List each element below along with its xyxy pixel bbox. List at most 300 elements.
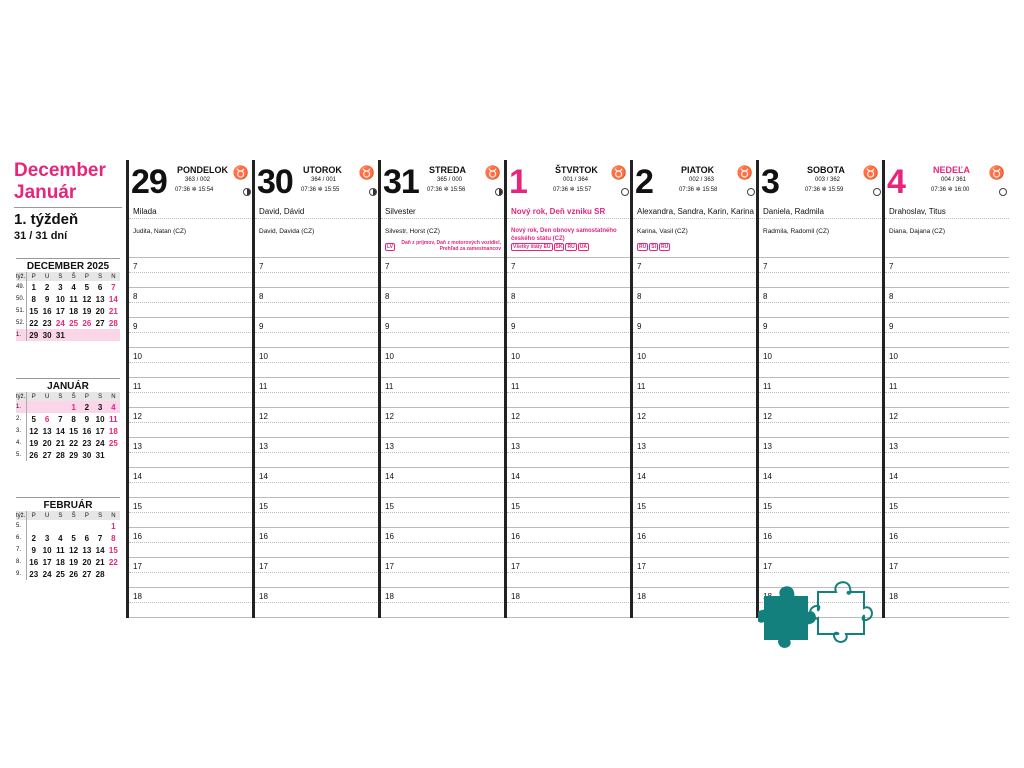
hour-slot[interactable]: [633, 527, 757, 557]
hour-label: 16: [259, 532, 268, 541]
hour-slot[interactable]: [129, 467, 253, 497]
dotted-line: [507, 452, 631, 453]
weekday-label: P: [27, 392, 41, 401]
zodiac-icon: ♉: [736, 165, 753, 180]
hour-slot[interactable]: [633, 467, 757, 497]
calendar-day: 2: [31, 533, 36, 543]
calendar-day: 2: [44, 282, 50, 292]
hour-label: 18: [259, 592, 268, 601]
hour-slot[interactable]: [255, 287, 379, 317]
dotted-line: [507, 332, 631, 333]
dotted-line: [381, 392, 505, 393]
hour-slot[interactable]: [507, 557, 631, 587]
zodiac-icon: ♉: [862, 165, 879, 180]
day-name: UTOROK: [303, 165, 342, 175]
calendar-day: [54, 520, 67, 532]
calendar-day: 6: [84, 533, 90, 543]
dotted-line: [885, 392, 1009, 393]
hour-slot[interactable]: [633, 587, 757, 617]
dotted-line: [633, 392, 757, 393]
calendar-day: [67, 520, 80, 532]
calendar-day: 1: [111, 521, 116, 531]
hour-slot[interactable]: [759, 257, 883, 287]
country-badge: UA: [579, 244, 587, 250]
weekday-label: U: [40, 272, 53, 281]
hour-slot[interactable]: [633, 287, 757, 317]
dotted-line: [633, 572, 757, 573]
hour-slot[interactable]: [507, 287, 631, 317]
hour-slot[interactable]: [381, 587, 505, 617]
calendar-day: 7: [58, 414, 63, 424]
dotted-line: [381, 482, 505, 483]
hour-slot[interactable]: [255, 497, 379, 527]
weekday-label: týž.: [16, 273, 26, 280]
name-day: Daniela, Radmila: [763, 207, 824, 216]
mini-calendar: [16, 378, 120, 461]
hour-slot[interactable]: [507, 437, 631, 467]
hour-label: 15: [763, 502, 772, 511]
day-count: 365 / 000: [437, 177, 463, 183]
hour-label: 13: [259, 442, 268, 451]
days-grid: [126, 160, 1010, 618]
hour-slot[interactable]: [507, 317, 631, 347]
hour-slot[interactable]: [129, 287, 253, 317]
tax-note: Daň z príjmov, Daň z motorových vozidiel, Prehľad za zamestnancov: [401, 240, 501, 252]
weekday-label: Š: [67, 511, 80, 520]
dotted-line: [759, 422, 883, 423]
mini-calendar-title: DECEMBER 2025: [16, 258, 120, 272]
hour-slot[interactable]: [381, 347, 505, 377]
hour-label: 12: [511, 412, 520, 421]
hour-slot[interactable]: [885, 437, 1009, 467]
hour-slot[interactable]: [129, 257, 253, 287]
hour-slot[interactable]: [381, 497, 505, 527]
hour-slot[interactable]: [885, 317, 1009, 347]
calendar-day: 6: [97, 282, 103, 292]
hour-label: 10: [259, 352, 268, 361]
hour-label: 13: [889, 442, 898, 451]
calendar-day: 8: [111, 533, 116, 543]
hour-slot[interactable]: [255, 407, 379, 437]
weekday-label: P: [80, 272, 93, 281]
divider: [255, 617, 379, 618]
mini-calendar-title: JANUÁR: [16, 378, 120, 392]
weekday-label: N: [107, 511, 120, 520]
hour-label: 11: [637, 382, 646, 391]
hour-slot[interactable]: [885, 377, 1009, 407]
week-number: 2.: [16, 413, 27, 425]
hour-label: 15: [385, 502, 394, 511]
dotted-line: [885, 362, 1009, 363]
hour-slot[interactable]: [759, 347, 883, 377]
country-badge: RU: [567, 244, 575, 250]
days-count: 31 / 31 dní: [14, 230, 68, 242]
calendar-day: [80, 329, 93, 341]
day-number: 31: [383, 163, 419, 201]
hour-slot[interactable]: [633, 347, 757, 377]
sun-times: 07:36 ✲ 15:55: [301, 187, 340, 193]
hour-slot[interactable]: [759, 407, 883, 437]
hour-label: 13: [763, 442, 772, 451]
hour-label: 13: [133, 442, 142, 451]
calendar-day: 5: [31, 414, 36, 424]
hour-label: 8: [259, 292, 264, 301]
calendar-day: 10: [42, 545, 52, 555]
calendar-day: 31: [54, 329, 67, 341]
dotted-line: [759, 302, 883, 303]
calendar-day: 11: [56, 545, 65, 555]
hour-label: 8: [637, 292, 642, 301]
dotted-line: [255, 512, 379, 513]
hour-slot[interactable]: [129, 437, 253, 467]
hour-label: 16: [763, 532, 772, 541]
zodiac-icon: ♉: [610, 165, 627, 180]
calendar-day: 26: [82, 318, 92, 328]
hour-slot[interactable]: [759, 467, 883, 497]
day-header: [129, 160, 253, 200]
week-number: 7.: [16, 544, 27, 556]
hour-slot[interactable]: [129, 497, 253, 527]
day-header: [885, 160, 1009, 200]
calendar-day: 15: [69, 426, 79, 436]
weekday-label: N: [107, 392, 120, 401]
name-day-cz: David, Davida (CZ): [259, 228, 315, 235]
calendar-day: 24: [42, 569, 52, 579]
week-number: 50.: [16, 293, 27, 305]
hour-slot[interactable]: [759, 317, 883, 347]
calendar-day: 10: [55, 294, 65, 304]
day-number: 30: [257, 163, 293, 201]
hour-slot[interactable]: [255, 257, 379, 287]
dotted-line: [759, 362, 883, 363]
calendar-day: [40, 520, 53, 532]
hour-slot[interactable]: [129, 347, 253, 377]
calendar-day: 16: [42, 306, 52, 316]
hour-slot[interactable]: [633, 437, 757, 467]
divider: [129, 218, 253, 219]
dotted-line: [885, 572, 1009, 573]
calendar-day: 15: [108, 545, 118, 555]
hour-slot[interactable]: [381, 317, 505, 347]
hour-slot[interactable]: [885, 287, 1009, 317]
dotted-line: [633, 452, 757, 453]
hour-slot[interactable]: [255, 527, 379, 557]
hour-slot[interactable]: [759, 437, 883, 467]
dotted-line: [759, 272, 883, 273]
hour-slot[interactable]: [255, 437, 379, 467]
calendar-day: 13: [42, 426, 52, 436]
day-name: PIATOK: [681, 165, 715, 175]
hour-slot[interactable]: [507, 347, 631, 377]
week-number: 6.: [16, 532, 27, 544]
divider: [381, 218, 505, 219]
dotted-line: [759, 482, 883, 483]
hour-label: 16: [133, 532, 142, 541]
hour-slot[interactable]: [255, 467, 379, 497]
hour-slot[interactable]: [381, 467, 505, 497]
weekday-label: S: [54, 272, 67, 281]
hour-slot[interactable]: [381, 527, 505, 557]
hour-label: 12: [763, 412, 772, 421]
calendar-day: 19: [69, 557, 79, 567]
calendar-day: 14: [95, 545, 105, 555]
calendar-day: 24: [55, 318, 65, 328]
hour-slot[interactable]: [255, 557, 379, 587]
dotted-line: [507, 512, 631, 513]
hour-slot[interactable]: [507, 407, 631, 437]
zodiac-icon: ♉: [358, 165, 375, 180]
sun-times: 07:36 ✲ 15:59: [805, 187, 844, 193]
name-day: Drahoslav, Titus: [889, 207, 946, 216]
hour-slot[interactable]: [129, 317, 253, 347]
calendar-day: 13: [82, 545, 92, 555]
calendar-day: 3: [58, 282, 63, 292]
mini-calendar: [16, 497, 120, 580]
day-number: 29: [131, 163, 167, 201]
dotted-line: [885, 422, 1009, 423]
day-column: [630, 160, 757, 618]
dotted-line: [759, 572, 883, 573]
calendar-day: 27: [42, 450, 52, 460]
hour-slot[interactable]: [759, 527, 883, 557]
hour-slot[interactable]: [885, 467, 1009, 497]
hour-label: 11: [133, 382, 142, 391]
hour-slot[interactable]: [129, 407, 253, 437]
dotted-line: [129, 602, 253, 603]
sun-times: 07:36 ✲ 16:00: [931, 187, 970, 193]
hour-label: 13: [637, 442, 646, 451]
hour-label: 7: [763, 262, 768, 271]
hour-slot[interactable]: [759, 287, 883, 317]
hour-slot[interactable]: [381, 407, 505, 437]
dotted-line: [633, 332, 757, 333]
hour-label: 18: [133, 592, 142, 601]
hour-label: 10: [637, 352, 646, 361]
calendar-day: 28: [108, 318, 118, 328]
hour-label: 14: [133, 472, 142, 481]
hour-slot[interactable]: [885, 497, 1009, 527]
moon-phase-icon: [873, 188, 881, 196]
day-number: 2: [635, 163, 653, 201]
week-number: 5.: [16, 520, 27, 532]
hour-slot[interactable]: [885, 407, 1009, 437]
hour-label: 13: [511, 442, 520, 451]
hour-label: 14: [889, 472, 898, 481]
hour-label: 8: [385, 292, 390, 301]
hour-slot[interactable]: [507, 587, 631, 617]
day-number: 1: [509, 163, 527, 201]
dotted-line: [885, 602, 1009, 603]
hour-slot[interactable]: [255, 587, 379, 617]
weekday-label: S: [93, 272, 106, 281]
hour-slot[interactable]: [255, 347, 379, 377]
dotted-line: [381, 572, 505, 573]
divider: [885, 617, 1009, 618]
hour-slot[interactable]: [885, 557, 1009, 587]
hour-slot[interactable]: [633, 407, 757, 437]
hour-slot[interactable]: [129, 377, 253, 407]
hour-label: 14: [259, 472, 268, 481]
dotted-line: [885, 332, 1009, 333]
dotted-line: [633, 602, 757, 603]
dotted-line: [633, 302, 757, 303]
hour-slot[interactable]: [759, 497, 883, 527]
hour-slot[interactable]: [255, 317, 379, 347]
calendar-day: 16: [29, 557, 39, 567]
calendar-day: 25: [69, 318, 79, 328]
hour-label: 15: [259, 502, 268, 511]
hour-label: 15: [637, 502, 646, 511]
week-number: 4.: [16, 437, 27, 449]
hour-slot[interactable]: [633, 257, 757, 287]
moon-phase-icon: [747, 188, 755, 196]
divider: [507, 218, 631, 219]
hour-slot[interactable]: [129, 587, 253, 617]
hour-slot[interactable]: [507, 497, 631, 527]
week-number: 52.: [16, 317, 27, 329]
zodiac-icon: ♉: [484, 165, 501, 180]
hour-label: 10: [385, 352, 394, 361]
dotted-line: [129, 542, 253, 543]
country-badge: RU: [639, 244, 647, 250]
hour-label: 11: [259, 382, 268, 391]
calendar-day: 7: [97, 533, 103, 543]
hour-label: 16: [511, 532, 520, 541]
hour-slot[interactable]: [885, 257, 1009, 287]
calendar-day: 23: [42, 318, 52, 328]
weekday-label: týž.: [16, 393, 26, 400]
day-header: [255, 160, 379, 200]
weekday-label: Š: [67, 392, 80, 401]
puzzle-icon: [758, 578, 882, 652]
name-day: Milada: [133, 207, 157, 216]
hour-label: 8: [133, 292, 138, 301]
calendar-day: 28: [95, 569, 105, 579]
hour-label: 17: [637, 562, 646, 571]
calendar-day: 9: [31, 545, 36, 555]
divider: [759, 218, 883, 219]
hour-slot[interactable]: [633, 557, 757, 587]
dotted-line: [759, 542, 883, 543]
dotted-line: [255, 422, 379, 423]
name-day: Nový rok, Deň vzniku SR: [511, 207, 606, 216]
weekday-label: týž.: [16, 512, 26, 519]
dotted-line: [129, 512, 253, 513]
day-count: 001 / 364: [563, 177, 589, 183]
dotted-line: [885, 482, 1009, 483]
calendar-day: 24: [95, 438, 105, 448]
divider: [885, 218, 1009, 219]
hour-label: 15: [511, 502, 520, 511]
dotted-line: [507, 572, 631, 573]
hour-slot[interactable]: [381, 377, 505, 407]
hour-slot[interactable]: [507, 467, 631, 497]
calendar-day: 30: [40, 329, 53, 341]
calendar-day: 16: [82, 426, 92, 436]
calendar-day: 19: [29, 438, 39, 448]
dotted-line: [507, 362, 631, 363]
dotted-line: [255, 572, 379, 573]
hour-slot[interactable]: [885, 587, 1009, 617]
dotted-line: [129, 482, 253, 483]
calendar-day: 21: [108, 306, 118, 316]
dotted-line: [507, 272, 631, 273]
day-count: 004 / 361: [941, 177, 967, 183]
dotted-line: [129, 452, 253, 453]
calendar-day: 17: [55, 306, 65, 316]
dotted-line: [255, 302, 379, 303]
name-day-cz: Silvestr, Horst (CZ): [385, 228, 440, 235]
hour-slot[interactable]: [885, 527, 1009, 557]
hour-slot[interactable]: [759, 377, 883, 407]
dotted-line: [885, 542, 1009, 543]
weekday-label: P: [80, 392, 93, 401]
hour-label: 17: [259, 562, 268, 571]
calendar-day: [80, 520, 93, 532]
month-title-2: Január: [14, 182, 77, 203]
dotted-line: [381, 542, 505, 543]
day-name: STREDA: [429, 165, 467, 175]
weekday-label: U: [40, 392, 53, 401]
dotted-line: [381, 602, 505, 603]
hour-slot[interactable]: [633, 317, 757, 347]
hour-label: 9: [259, 322, 264, 331]
calendar-day: 14: [55, 426, 65, 436]
day-number: 3: [761, 163, 779, 201]
weekday-label: P: [27, 511, 41, 520]
hour-slot[interactable]: [507, 377, 631, 407]
hour-slot[interactable]: [633, 377, 757, 407]
hour-slot[interactable]: [381, 437, 505, 467]
hour-slot[interactable]: [129, 527, 253, 557]
week-number: 8.: [16, 556, 27, 568]
calendar-day: 6: [44, 414, 50, 424]
dotted-line: [633, 542, 757, 543]
hour-label: 9: [763, 322, 768, 331]
dotted-line: [129, 272, 253, 273]
hour-label: 9: [889, 322, 894, 331]
calendar-day: [107, 568, 120, 580]
dotted-line: [381, 512, 505, 513]
hour-slot[interactable]: [381, 257, 505, 287]
hour-slot[interactable]: [507, 527, 631, 557]
hour-slot[interactable]: [507, 257, 631, 287]
hour-slot[interactable]: [885, 347, 1009, 377]
calendar-day: 9: [44, 294, 50, 304]
hour-label: 18: [889, 592, 898, 601]
hour-slot[interactable]: [381, 287, 505, 317]
dotted-line: [381, 272, 505, 273]
calendar-day: 11: [109, 414, 118, 424]
weekday-label: S: [93, 511, 106, 520]
hour-slot[interactable]: [129, 557, 253, 587]
dotted-line: [885, 452, 1009, 453]
calendar-day: 26: [69, 569, 79, 579]
calendar-day: 22: [29, 318, 39, 328]
hour-slot[interactable]: [255, 377, 379, 407]
hour-label: 17: [511, 562, 520, 571]
calendar-day: 8: [31, 294, 36, 304]
calendar-day: 5: [84, 282, 90, 292]
hour-label: 11: [385, 382, 394, 391]
sun-times: 07:36 ✲ 15:57: [553, 187, 592, 193]
hour-label: 14: [385, 472, 394, 481]
hour-slot[interactable]: [633, 497, 757, 527]
hour-label: 17: [385, 562, 394, 571]
calendar-day: 21: [95, 557, 105, 567]
hour-slot[interactable]: [381, 557, 505, 587]
dotted-line: [633, 512, 757, 513]
